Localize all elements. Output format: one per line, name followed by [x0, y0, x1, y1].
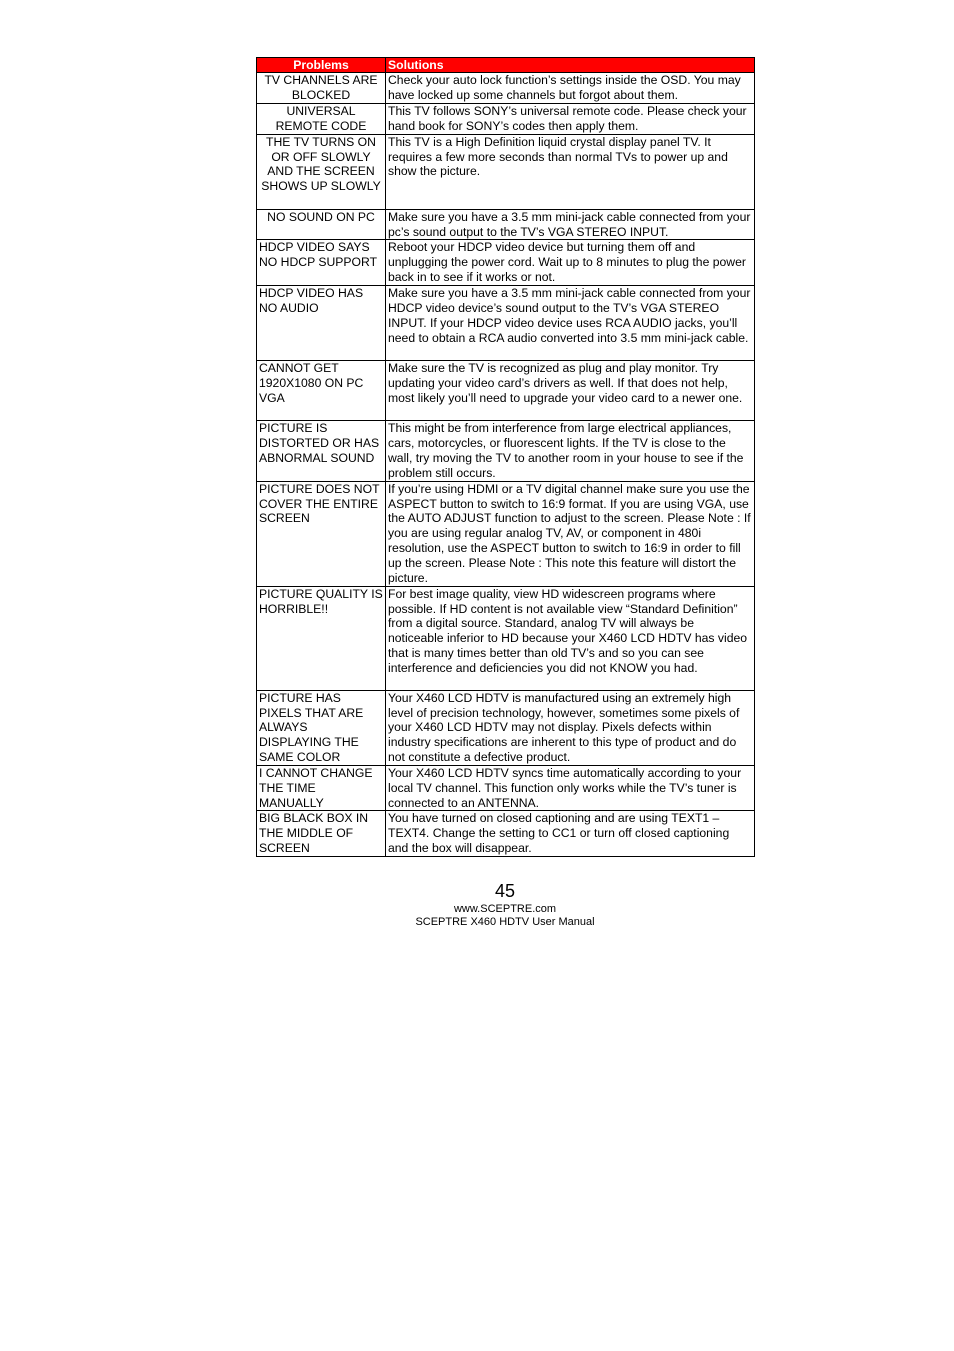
solution-cell: If you’re using HDMI or a TV digital channel make sure you use the ASPECT button to switch to 16:9 format. If you are using VGA, use the AUTO ADJUST function to adjust to the screen. Please Note : If you are using regular analog TV, AV, or component in 480i resolution, use the ASPECT button to switch to 16:9 in order to fill up the screen. Please Note : This note this feature will distort the picture.	[386, 481, 755, 586]
problem-cell: BIG BLACK BOX IN THE MIDDLE OF SCREEN	[257, 811, 386, 857]
table-row	[257, 690, 755, 765]
problem-cell: PICTURE IS DISTORTED OR HAS ABNORMAL SOUND	[257, 421, 386, 481]
table-row	[257, 286, 755, 361]
table-row	[257, 103, 755, 134]
solution-cell: Check your auto lock function’s settings inside the OSD. You may have locked up some channels but forgot about them.	[386, 73, 755, 104]
table-header-row	[257, 58, 755, 73]
problem-cell: HDCP VIDEO SAYS NO HDCP SUPPORT	[257, 240, 386, 286]
problem-cell: CANNOT GET 1920X1080 ON PC VGA	[257, 361, 386, 421]
problem-cell: TV CHANNELS ARE BLOCKED	[257, 73, 386, 104]
table-row	[257, 73, 755, 104]
website-link[interactable]: www.SCEPTRE.com	[453, 903, 557, 915]
solution-cell: Reboot your HDCP video device but turning them off and unplugging the power cord. Wait up to 8 minutes to plug the power back in to see if it works or not.	[386, 240, 755, 286]
table-row	[257, 134, 755, 209]
solution-cell: This might be from interference from large electrical appliances, cars, motorcycles, or fluorescent lights. If the TV is close to the wall, try moving the TV to another room in your house to see if the problem still occurs.	[386, 421, 755, 481]
solution-cell: Your X460 LCD HDTV is manufactured using an extremely high level of precision technology, however, sometimes some pixels of your X460 LCD HDTV may not display. Pixels defects within industry specifications are inherent to this type of product and do not constitute a defective product.	[386, 690, 755, 765]
solution-cell: Make sure you have a 3.5 mm mini-jack cable connected from your pc’s sound output to the TV’s VGA STEREO INPUT.	[386, 209, 755, 240]
table-row	[257, 421, 755, 481]
table-row	[257, 765, 755, 811]
troubleshooting-table	[256, 57, 755, 857]
problem-cell: I CANNOT CHANGE THE TIME MANUALLY	[257, 765, 386, 811]
table-row	[257, 361, 755, 421]
table-row	[257, 811, 755, 857]
manual-title: SCEPTRE X460 HDTV User Manual	[415, 916, 595, 928]
problem-cell: UNIVERSAL REMOTE CODE	[257, 103, 386, 134]
header-solutions: Solutions	[386, 58, 755, 73]
page-number: 45	[494, 881, 516, 901]
problem-cell: THE TV TURNS ON OR OFF SLOWLY AND THE SCREEN SHOWS UP SLOWLY	[257, 134, 386, 209]
problem-cell: PICTURE HAS PIXELS THAT ARE ALWAYS DISPLAYING THE SAME COLOR	[257, 690, 386, 765]
problem-cell: PICTURE DOES NOT COVER THE ENTIRE SCREEN	[257, 481, 386, 586]
solution-cell: Your X460 LCD HDTV syncs time automatically according to your local TV channel. This function only works while the TV’s tuner is connected to an ANTENNA.	[386, 765, 755, 811]
header-problems: Problems	[257, 58, 386, 73]
problem-cell: PICTURE QUALITY IS HORRIBLE!!	[257, 586, 386, 690]
solution-cell: Make sure you have a 3.5 mm mini-jack cable connected from your HDCP video device’s sound output to the TV’s VGA STEREO INPUT. If your HDCP video device uses RCA AUDIO jacks, you’ll need to obtain a RCA audio converted into 3.5 mm mini-jack cable.	[386, 286, 755, 361]
table-row	[257, 240, 755, 286]
solution-cell: This TV is a High Definition liquid crystal display panel TV. It requires a few more seconds than normal TVs to power up and show the picture.	[386, 134, 755, 209]
solution-cell: For best image quality, view HD widescreen programs where possible. If HD content is not available view “Standard Definition” from a digital source. Standard, analog TV will always be noticeable inferior to HD because your X460 LCD HDTV has video that is many times better than old TV’s and so you can see interference and deficiencies you did not KNOW you had.	[386, 586, 755, 690]
table-row	[257, 481, 755, 586]
table-row	[257, 209, 755, 240]
solution-cell: This TV follows SONY’s universal remote code. Please check your hand book for SONY’s codes then apply them.	[386, 103, 755, 134]
table-row	[257, 586, 755, 690]
solution-cell: You have turned on closed captioning and are using TEXT1 – TEXT4. Change the setting to CC1 or turn off closed captioning and the box will disappear.	[386, 811, 755, 857]
problem-cell: HDCP VIDEO HAS NO AUDIO	[257, 286, 386, 361]
problem-cell: NO SOUND ON PC	[257, 209, 386, 240]
solution-cell: Make sure the TV is recognized as plug and play monitor. Try updating your video card’s drivers as well. If that does not help, most likely you’ll need to upgrade your video card to a newer one.	[386, 361, 755, 421]
